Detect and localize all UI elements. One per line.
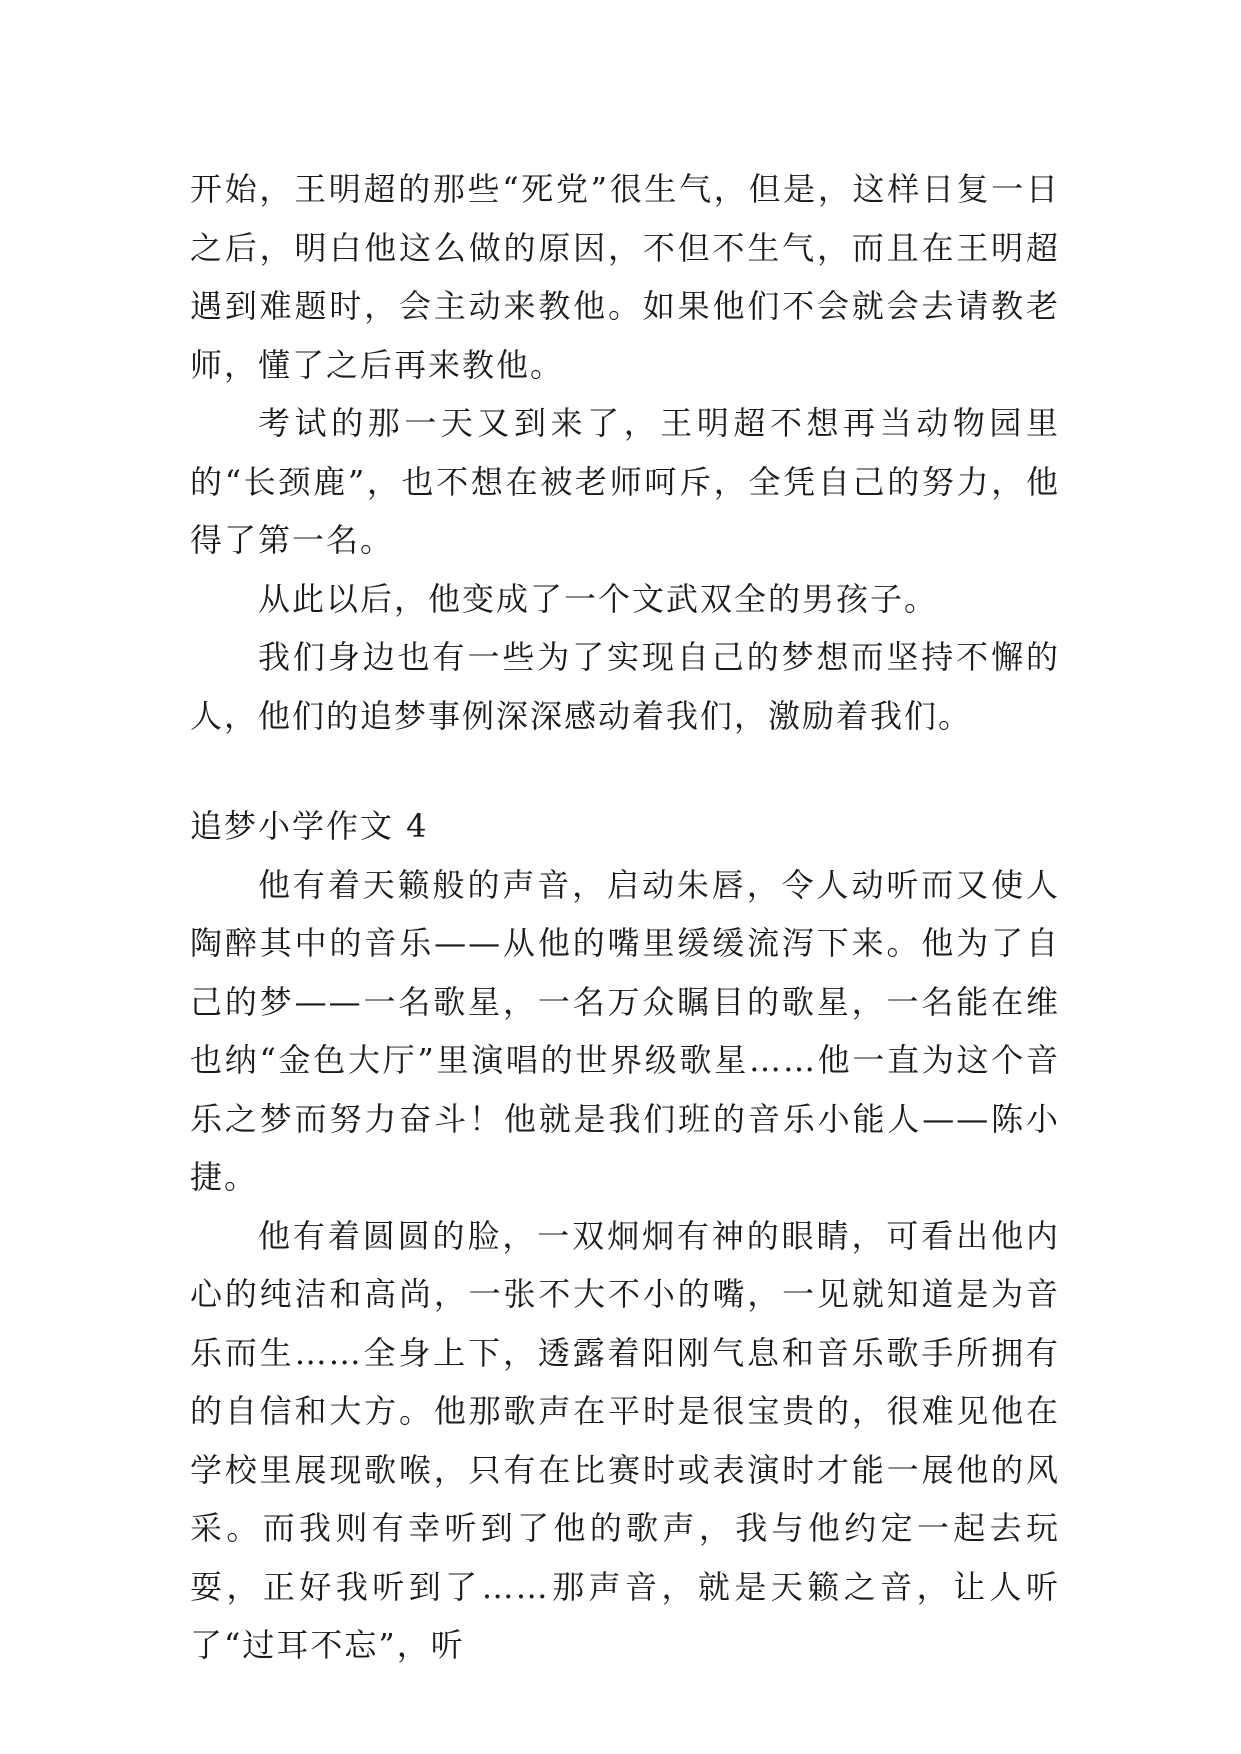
paragraph-conclusion: 我们身边也有一些为了实现自己的梦想而坚持不懈的人，他们的追梦事例深深感动着我们，激励着我们。 — [190, 638, 1060, 735]
paragraph-continued: 开始，王明超的那些“死党”很生气，但是，这样日复一日之后，明白他这么做的原因，不但不生气，而且在王明超遇到难题时，会主动来教他。如果他们不会就会去请教老师，懂了之后再来教他。 — [190, 170, 1060, 384]
paragraph-appearance: 他有着圆圆的脸，一双炯炯有神的眼睛，可看出他内心的纯洁和高尚，一张不大不小的嘴，一见就知道是为音乐而生……全身上下，透露着阳刚气息和音乐歌手所拥有的自信和大方。他那歌声在平时是很宝贵的，很难见他在学校里展现歌喉，只有在比赛时或表演时才能一展他的风采。而我则有幸听到了他的歌声，我与他约定一起去玩耍，正好我听到了……那声音，就是天籁之音，让人听了“过耳不忘”，听 — [190, 1216, 1060, 1664]
section-title: 追梦小学作文 4 — [190, 807, 429, 845]
document-page — [190, 160, 1060, 1675]
paragraph-voice: 他有着天籁般的声音，启动朱唇，令人动听而又使人陶醉其中的音乐——从他的嘴里缓缓流泻下来。他为了自己的梦——一名歌星，一名万众瞩目的歌星，一名能在维也纳“金色大厅”里演唱的世界级歌星……他一直为这个音乐之梦而努力奋斗！他就是我们班的音乐小能人——陈小捷。 — [190, 865, 1060, 1196]
paragraph-since-then: 从此以后，他变成了一个文武双全的男孩子。 — [258, 579, 939, 618]
paragraph-exam: 考试的那一天又到来了，王明超不想再当动物园里的“长颈鹿”，也不想在被老师呵斥，全凭自己的努力，他得了第一名。 — [190, 404, 1060, 559]
